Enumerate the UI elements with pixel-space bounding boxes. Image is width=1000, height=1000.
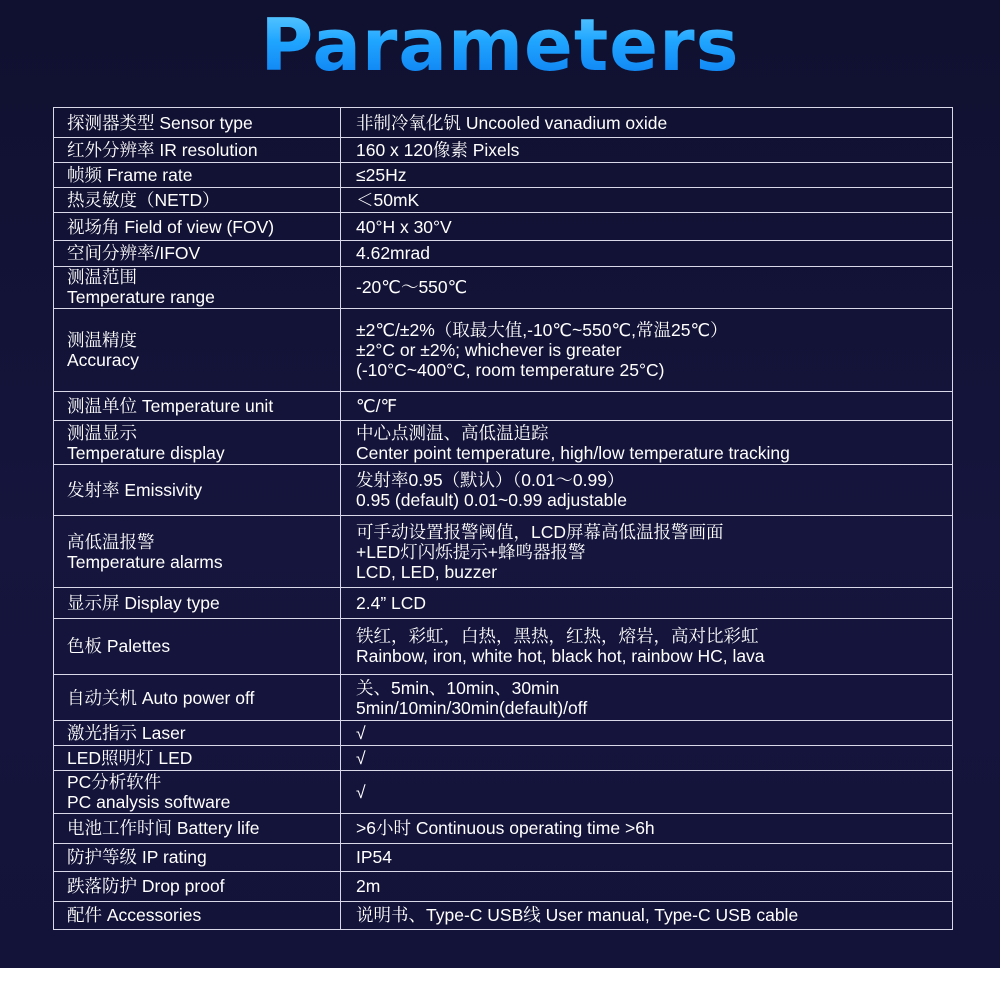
table-row <box>54 746 953 771</box>
parameter-value-line: ℃/℉ <box>356 396 398 416</box>
parameter-value-line: ±2℃/±2%（取最大值,-10℃~550℃,常温25℃） <box>356 319 728 340</box>
table-row <box>54 618 953 674</box>
parameter-label <box>54 465 341 516</box>
parameter-value <box>341 391 953 420</box>
table-row <box>54 241 953 266</box>
table-row <box>54 721 953 746</box>
parameter-label-line: 探测器类型 Sensor type <box>67 112 253 133</box>
parameter-value-line: 中心点测温、高低温追踪 <box>356 422 549 443</box>
parameter-value-line: 2m <box>356 876 381 897</box>
parameter-value-line: >6小时 Continuous operating time >6h <box>356 818 655 839</box>
parameter-value-line: -20℃～550℃ <box>356 277 468 298</box>
parameter-label <box>54 721 341 746</box>
parameter-label <box>54 391 341 420</box>
parameter-value-line: Center point temperature, high/low temperature tracking <box>356 442 790 463</box>
table-row <box>54 163 953 188</box>
table-row <box>54 465 953 516</box>
table-row <box>54 188 953 213</box>
parameter-value-line: √ <box>356 782 366 803</box>
parameter-label-line: Accuracy <box>67 349 139 370</box>
parameter-value <box>341 241 953 266</box>
parameter-label <box>54 266 341 308</box>
parameter-label <box>54 587 341 618</box>
parameter-label-line: 激光指示 Laser <box>67 723 186 744</box>
parameter-label-line: 防护等级 IP rating <box>67 847 207 868</box>
table-row <box>54 213 953 241</box>
parameter-value-line: 40°H x 30°V <box>356 216 452 237</box>
parameter-value-line: ±2°C or ±2%; whichever is greater <box>356 339 622 360</box>
parameter-label-line: Temperature alarms <box>67 551 223 572</box>
parameter-value <box>341 871 953 901</box>
parameter-value <box>341 843 953 871</box>
parameter-value <box>341 618 953 674</box>
parameter-label-line: 色板 Palettes <box>67 636 171 657</box>
parameter-label <box>54 138 341 163</box>
parameter-label-line: 红外分辨率 IR resolution <box>67 140 258 161</box>
parameter-label <box>54 308 341 391</box>
parameter-value-line: 非制冷氧化钒 Uncooled vanadium oxide <box>356 112 668 133</box>
parameter-label-line: 帧频 Frame rate <box>67 165 193 186</box>
parameter-label <box>54 516 341 587</box>
parameter-value <box>341 188 953 213</box>
parameter-value <box>341 746 953 771</box>
parameter-label-line: 显示屏 Display type <box>67 592 220 613</box>
parameter-label-line: Temperature display <box>67 442 225 463</box>
parameter-label-line: 电池工作时间 Battery life <box>67 818 260 839</box>
table-row <box>54 108 953 138</box>
parameter-value-line: 可手动设置报警阈值，LCD屏幕高低温报警画面 <box>356 521 724 542</box>
parameter-value-line: 5min/10min/30min(default)/off <box>356 697 588 718</box>
parameter-value-line: IP54 <box>356 847 392 868</box>
parameter-label-line: PC analysis software <box>67 792 231 813</box>
parameter-label-line: 测温精度 <box>67 329 137 350</box>
parameter-label <box>54 771 341 814</box>
parameter-label-line: 热灵敏度（NETD） <box>67 190 220 211</box>
parameter-label-line: 视场角 Field of view (FOV) <box>67 216 275 237</box>
parameter-value-line: 4.62mrad <box>356 243 430 264</box>
parameter-value-line: ≤25Hz <box>356 165 407 186</box>
parameter-label <box>54 901 341 929</box>
parameters-table-body <box>54 108 953 930</box>
table-row <box>54 901 953 929</box>
table-row <box>54 674 953 720</box>
parameter-value <box>341 138 953 163</box>
parameter-value <box>341 465 953 516</box>
parameter-value-line: LCD, LED, buzzer <box>356 561 498 582</box>
page-title: Parameters <box>0 2 1000 88</box>
parameter-label-line: 空间分辨率/IFOV <box>67 243 201 264</box>
parameter-label-line: 测温范围 <box>67 267 137 288</box>
table-row <box>54 421 953 465</box>
parameter-label <box>54 241 341 266</box>
parameter-value-line: 铁红，彩虹，白热，黑热，红热，熔岩，高对比彩虹 <box>356 626 759 647</box>
parameter-value <box>341 814 953 843</box>
parameters-table <box>53 107 953 930</box>
table-row <box>54 871 953 901</box>
parameter-label-line: 发射率 Emissivity <box>67 480 203 501</box>
parameter-label <box>54 674 341 720</box>
parameter-label <box>54 843 341 871</box>
table-row <box>54 266 953 308</box>
table-row <box>54 587 953 618</box>
parameter-value-line: 说明书、Type-C USB线 User manual, Type-C USB cable <box>356 905 799 926</box>
parameter-value <box>341 266 953 308</box>
parameter-label <box>54 618 341 674</box>
parameter-label-line: 配件 Accessories <box>67 905 202 926</box>
parameter-label <box>54 213 341 241</box>
parameter-value-line: √ <box>356 748 366 769</box>
parameter-value <box>341 421 953 465</box>
parameter-label <box>54 746 341 771</box>
parameter-value <box>341 308 953 391</box>
parameter-value-line: +LED灯闪烁提示+蜂鸣器报警 <box>356 541 586 562</box>
parameter-value <box>341 516 953 587</box>
parameter-label <box>54 108 341 138</box>
parameter-label-line: 测温显示 <box>67 422 137 443</box>
parameter-value-line: Rainbow, iron, white hot, black hot, rainbow HC, lava <box>356 646 765 667</box>
parameter-label-line: 跌落防护 Drop proof <box>67 876 225 897</box>
parameter-value-line: 2.4” LCD <box>356 592 427 613</box>
parameter-value <box>341 213 953 241</box>
parameter-value <box>341 674 953 720</box>
parameter-label <box>54 871 341 901</box>
parameter-value <box>341 901 953 929</box>
parameter-value-line: 160 x 120像素 Pixels <box>356 140 520 161</box>
parameter-value <box>341 108 953 138</box>
table-row <box>54 771 953 814</box>
table-row <box>54 843 953 871</box>
parameter-value <box>341 721 953 746</box>
table-row <box>54 814 953 843</box>
parameter-label <box>54 814 341 843</box>
table-row <box>54 308 953 391</box>
parameter-label-line: PC分析软件 <box>67 772 162 793</box>
parameter-label <box>54 188 341 213</box>
parameter-label-line: LED照明灯 LED <box>67 748 193 769</box>
parameter-value-line: √ <box>356 723 366 744</box>
parameter-label <box>54 421 341 465</box>
parameter-value-line: ＜50mK <box>356 190 420 211</box>
bottom-band <box>0 968 1000 1000</box>
parameter-label-line: 高低温报警 <box>67 531 155 552</box>
parameter-value-line: 0.95 (default) 0.01~0.99 adjustable <box>356 490 627 511</box>
table-row <box>54 391 953 420</box>
parameter-value <box>341 587 953 618</box>
parameter-label-line: 测温单位 Temperature unit <box>67 396 274 416</box>
table-row <box>54 138 953 163</box>
parameter-value-line: 关、5min、10min、30min <box>356 677 560 698</box>
parameter-value-line: (-10°C~400°C, room temperature 25°C) <box>356 359 665 380</box>
parameter-label-line: 自动关机 Auto power off <box>67 687 255 708</box>
parameter-value <box>341 771 953 814</box>
parameter-value <box>341 163 953 188</box>
parameter-value-line: 发射率0.95（默认）（0.01～0.99） <box>356 470 625 491</box>
parameter-label <box>54 163 341 188</box>
table-row <box>54 516 953 587</box>
parameter-label-line: Temperature range <box>67 287 215 308</box>
